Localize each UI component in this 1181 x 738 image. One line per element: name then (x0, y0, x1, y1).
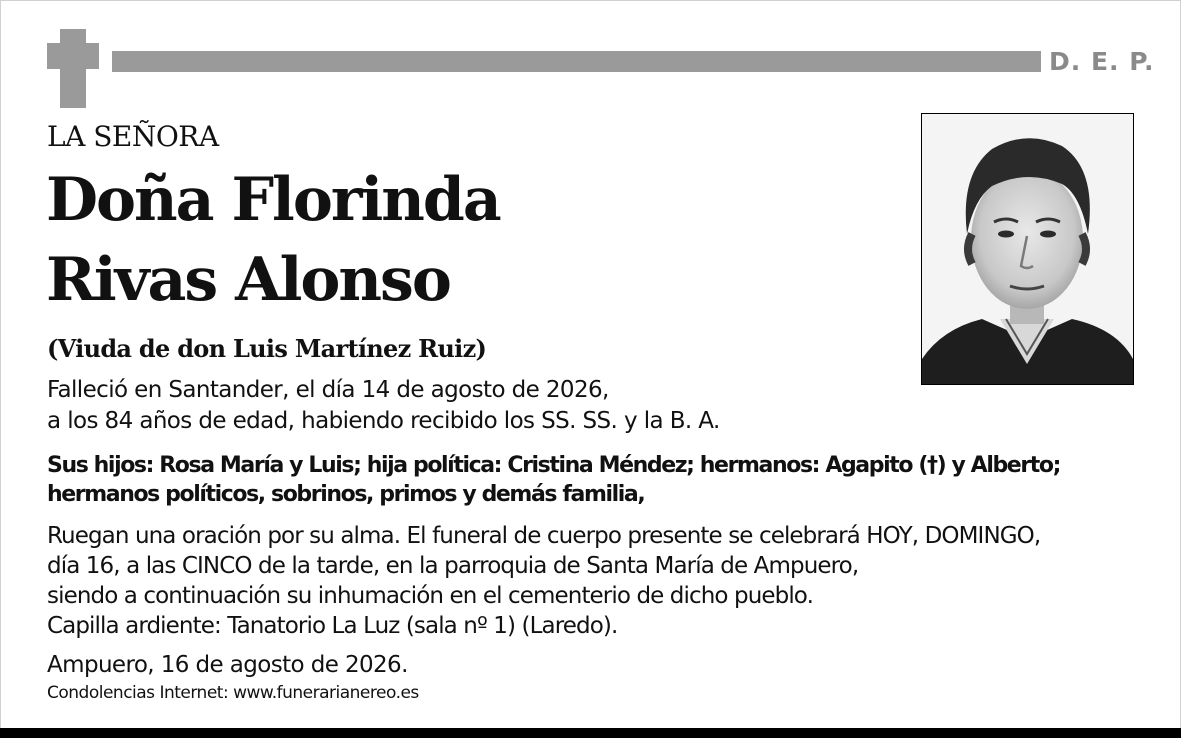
service-details (47, 521, 1040, 641)
family-list (47, 451, 1060, 509)
deceased-name-line-2: Rivas Alonso (46, 245, 450, 315)
service-line: siendo a continuación su inhumación en el cementerio de dicho pueblo. (47, 583, 813, 609)
cross-horizontal-bar (47, 43, 99, 69)
bottom-bar (0, 728, 1181, 738)
service-line: día 16, a las CINCO de la tarde, en la parroquia de Santa María de Ampuero, (47, 553, 859, 579)
portrait-photo (921, 113, 1134, 385)
widow-of: (Viuda de don Luis Martínez Ruiz) (47, 334, 487, 363)
place-date: Ampuero, 16 de agosto de 2026. (47, 652, 408, 678)
deceased-name-line-1: Doña Florinda (46, 165, 500, 235)
condolences-link[interactable]: Condolencias Internet: www.funerarianereo.es (47, 683, 419, 703)
honorific: LA SEÑORA (47, 120, 219, 153)
death-line: a los 84 años de edad, habiendo recibido los SS. SS. y la B. A. (47, 408, 720, 434)
death-line: Falleció en Santander, el día 14 de agosto de 2026, (47, 377, 609, 403)
death-details (47, 375, 720, 437)
header-rule (112, 51, 1041, 72)
family-line: Sus hijos: Rosa María y Luis; hija política: Cristina Méndez; hermanos: Agapito (†) y Alberto; (47, 453, 1061, 478)
service-line: Ruegan una oración por su alma. El funeral de cuerpo presente se celebrará HOY, DOMINGO, (47, 523, 1041, 549)
family-line: hermanos políticos, sobrinos, primos y demás familia, (47, 482, 645, 507)
service-line: Capilla ardiente: Tanatorio La Luz (sala nº 1) (Laredo). (47, 613, 618, 639)
dep-mark: D. E. P. (1049, 47, 1155, 76)
